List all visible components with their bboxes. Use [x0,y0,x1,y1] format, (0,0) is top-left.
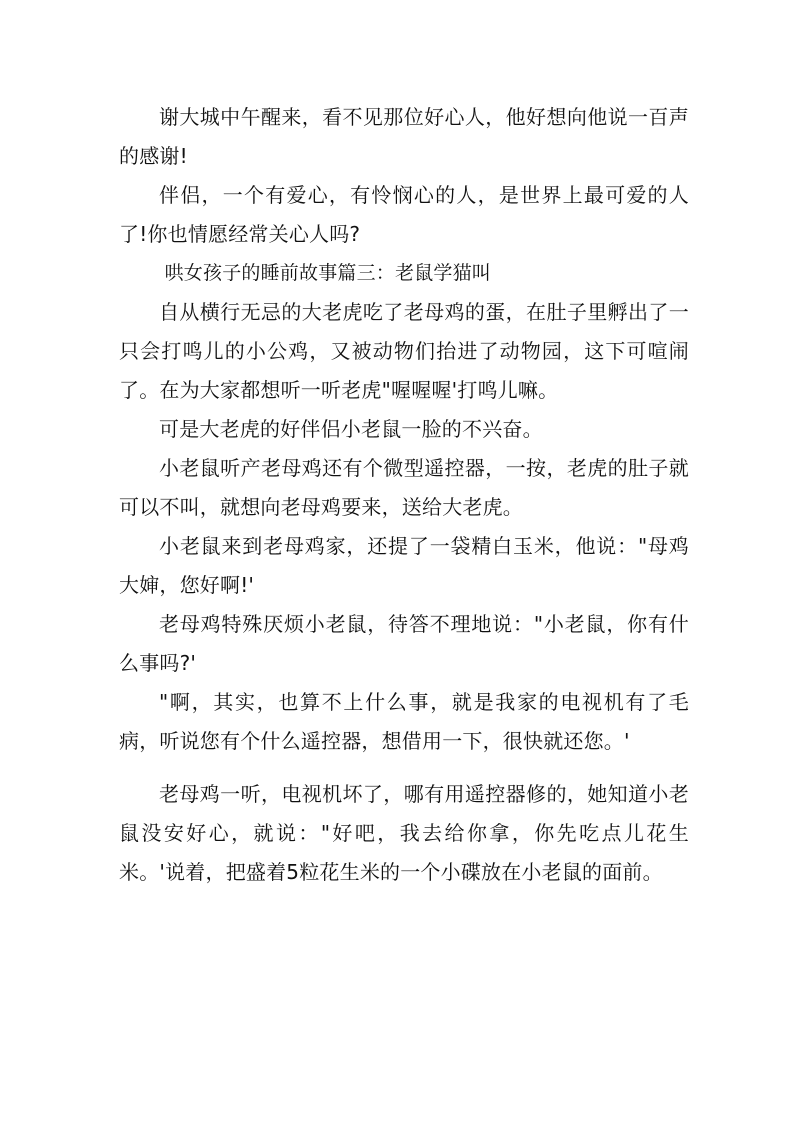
paragraph-6: 小老鼠来到老母鸡家，还提了一袋精白玉米，他说："母鸡大婶，您好啊!' [119,534,689,597]
document-body [119,98,689,892]
paragraph-gap [119,761,689,775]
paragraph-7: 老母鸡特殊厌烦小老鼠，待答不理地说："小老鼠，你有什么事吗?' [119,612,689,675]
paragraph-9: 老母鸡一听，电视机坏了，哪有用遥控器修的，她知道小老鼠没安好心，就说："好吧，我去给你拿，你先吃点儿花生米。'说着，把盛着5粒花生米的一个小碟放在小老鼠的面前。 [119,782,689,884]
section-heading: 哄女孩子的睡前故事篇三：老鼠学猫叫 [164,262,491,284]
paragraph-8: "啊，其实，也算不上什么事，就是我家的电视机有了毛病，听说您有个什么遥控器，想借用一下，很快就还您。' [119,690,689,753]
paragraph-3: 自从横行无忌的大老虎吃了老母鸡的蛋，在肚子里孵出了一只会打鸣儿的小公鸡，又被动物们抬进了动物园，这下可喧闹了。在为大家都想听一听老虎"喔喔喔'打鸣儿嘛。 [119,300,689,402]
paragraph-2: 伴侣，一个有爱心，有怜悯心的人，是世界上最可爱的人了!你也情愿经常关心人吗? [119,183,689,246]
paragraph-4: 可是大老虎的好伴侣小老鼠一脸的不兴奋。 [159,417,543,441]
paragraph-5: 小老鼠听产老母鸡还有个微型遥控器，一按，老虎的肚子就可以不叫，就想向老母鸡要来，送给大老虎。 [119,456,689,519]
paragraph-1: 谢大城中午醒来，看不见那位好心人，他好想向他说一百声的感谢! [119,105,689,168]
